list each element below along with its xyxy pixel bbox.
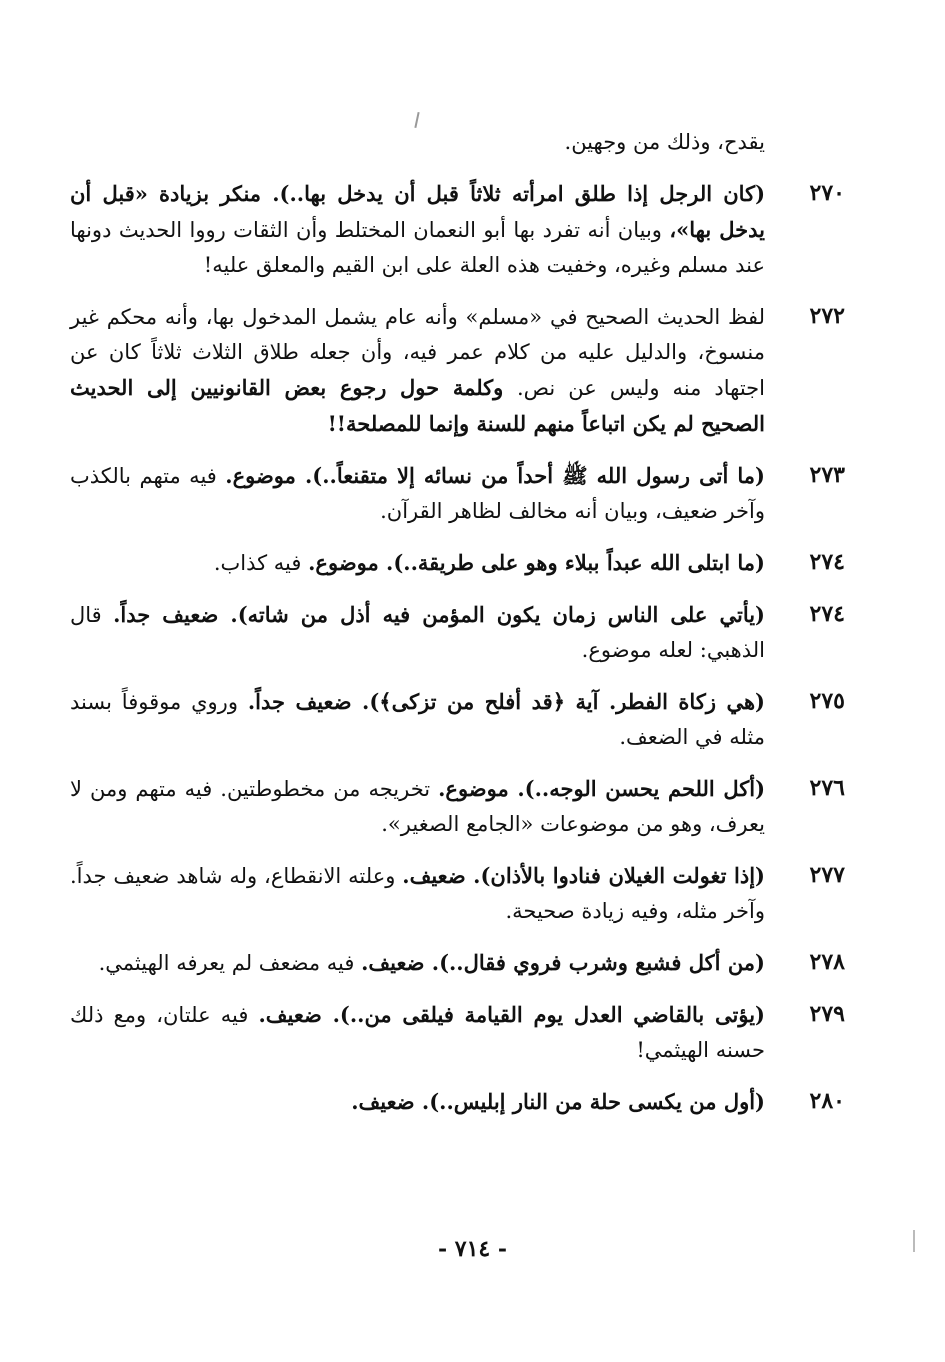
hadith-entry [70,945,845,981]
entry-text [70,684,845,755]
hadith-entry [70,597,845,668]
entry-hadith-title: (من أكل فشبع وشرب فروي فقال..). ضعيف. [361,950,765,975]
entry-commentary: وروي موقوفاً بسند مثله في الضعف. [70,690,765,749]
entry-commentary: فيه مضعف لم يعرفه الهيثمي. [98,951,362,975]
entry-number: ٢٧٥ [809,688,845,714]
entry-text [70,299,845,442]
entry-number: ٢٧٨ [809,949,845,975]
entry-hadith-title: (كان الرجل إذا طلق امرأته ثلاثاً قبل أن يدخل بها..). منكر بزيادة «قبل أن يدخل بها»، [70,181,765,242]
entry-bold-note: وكلمة حول رجوع بعض القانونيين إلى الحديث الصحيح لم يكن اتباعاً منهم للسنة وإنما للمصلحة!! [70,375,765,436]
entry-text [70,545,845,581]
entry-number: ٢٧٣ [809,462,845,488]
entry-hadith-title: (ما أتى رسول الله ﷺ أحداً من نسائه إلا متقنعاً..). موضوع. [225,463,765,488]
entry-commentary: قال الذهبي: لعله موضوع. [70,603,765,662]
entry-number: ٢٧٤ [809,549,845,575]
entry-text [70,597,845,668]
entry-hadith-title: (إذا تغولت الغيلان فنادوا بالأذان). ضعيف. [402,863,765,888]
hadith-entry [70,997,845,1068]
entry-text [70,1084,845,1120]
entry-number: ٢٧٧ [809,862,845,888]
entry-commentary: وعلته الانقطاع، وله شاهد ضعيف جداً. وآخر مثله، وفيه زيادة صحيحة. [70,864,765,923]
entry-commentary: تخريجه من مخطوطتين. فيه متهم ومن لا يعرف، وهو من موضوعات «الجامع الصغير». [70,777,765,836]
hadith-entry [70,545,845,581]
entry-list [70,176,845,1120]
entry-number: ٢٧٢ [809,303,845,329]
entry-hadith-title: (أكل اللحم يحسن الوجه..). موضوع. [438,776,766,801]
hadith-entry [70,858,845,929]
entry-commentary: فيه متهم بالكذب وآخر ضعيف، وبيان أنه مخالف لظاهر القرآن. [70,464,765,523]
entry-text [70,176,845,283]
entry-number: ٢٧٤ [809,601,845,627]
entry-hadith-title: (يؤتى بالقاضي العدل يوم القيامة فيلقى من..). ضعيف. [258,1002,765,1027]
hadith-entry [70,684,845,755]
entry-commentary: فيه كذاب. [213,551,309,575]
entry-text [70,458,845,529]
hadith-entry [70,299,845,442]
entry-hadith-title: (ما ابتلى الله عبداً ببلاء وهو على طريقة..). موضوع. [308,550,765,575]
lead-paragraph: يقدح، وذلك من وجهين. [564,130,765,154]
entry-text [70,945,845,981]
entry-text [70,997,845,1068]
entry-number: ٢٨٠ [809,1088,845,1114]
entry-commentary: فيه علتان، ومع ذلك حسنه الهيثمي! [70,1003,765,1062]
entry-text [70,771,845,842]
hadith-entry [70,771,845,842]
entry-commentary: لفظ الحديث الصحيح في «مسلم» وأنه عام يشمل المدخول بها، وأنه محكم غير منسوخ، والدليل عليه من كلام عمر فيه، وأن جعله طلاق الثلاث ثلاثاً كان عن اجتهاد منه وليس عن نص. [70,305,765,400]
entry-number: ٢٧٩ [809,1001,845,1027]
page-body [70,125,845,1136]
entry-number: ٢٧٦ [809,775,845,801]
entry-text [70,858,845,929]
hadith-entry [70,176,845,283]
hadith-entry [70,458,845,529]
entry-hadith-title: (يأتي على الناس زمان يكون المؤمن فيه أذل من شاته). ضعيف جداً. [113,602,765,627]
hadith-entry [70,1084,845,1120]
entry-hadith-title: (هي زكاة الفطر. آية ﴿قد أفلح من تزكى﴾). ضعيف جداً. [247,689,765,714]
page-number: - ٧١٤ - [437,1236,508,1262]
entry-commentary: وبيان أنه تفرد بها أبو النعمان المختلط وأن الثقات رووا الحديث دونها عند مسلم وغيره، وخفيت هذه العلة على ابن القيم والمعلق عليه! [70,218,765,277]
entry-number: ٢٧٠ [809,180,845,206]
entry-hadith-title: (أول من يكسى حلة من النار إبليس..). ضعيف. [351,1089,765,1114]
